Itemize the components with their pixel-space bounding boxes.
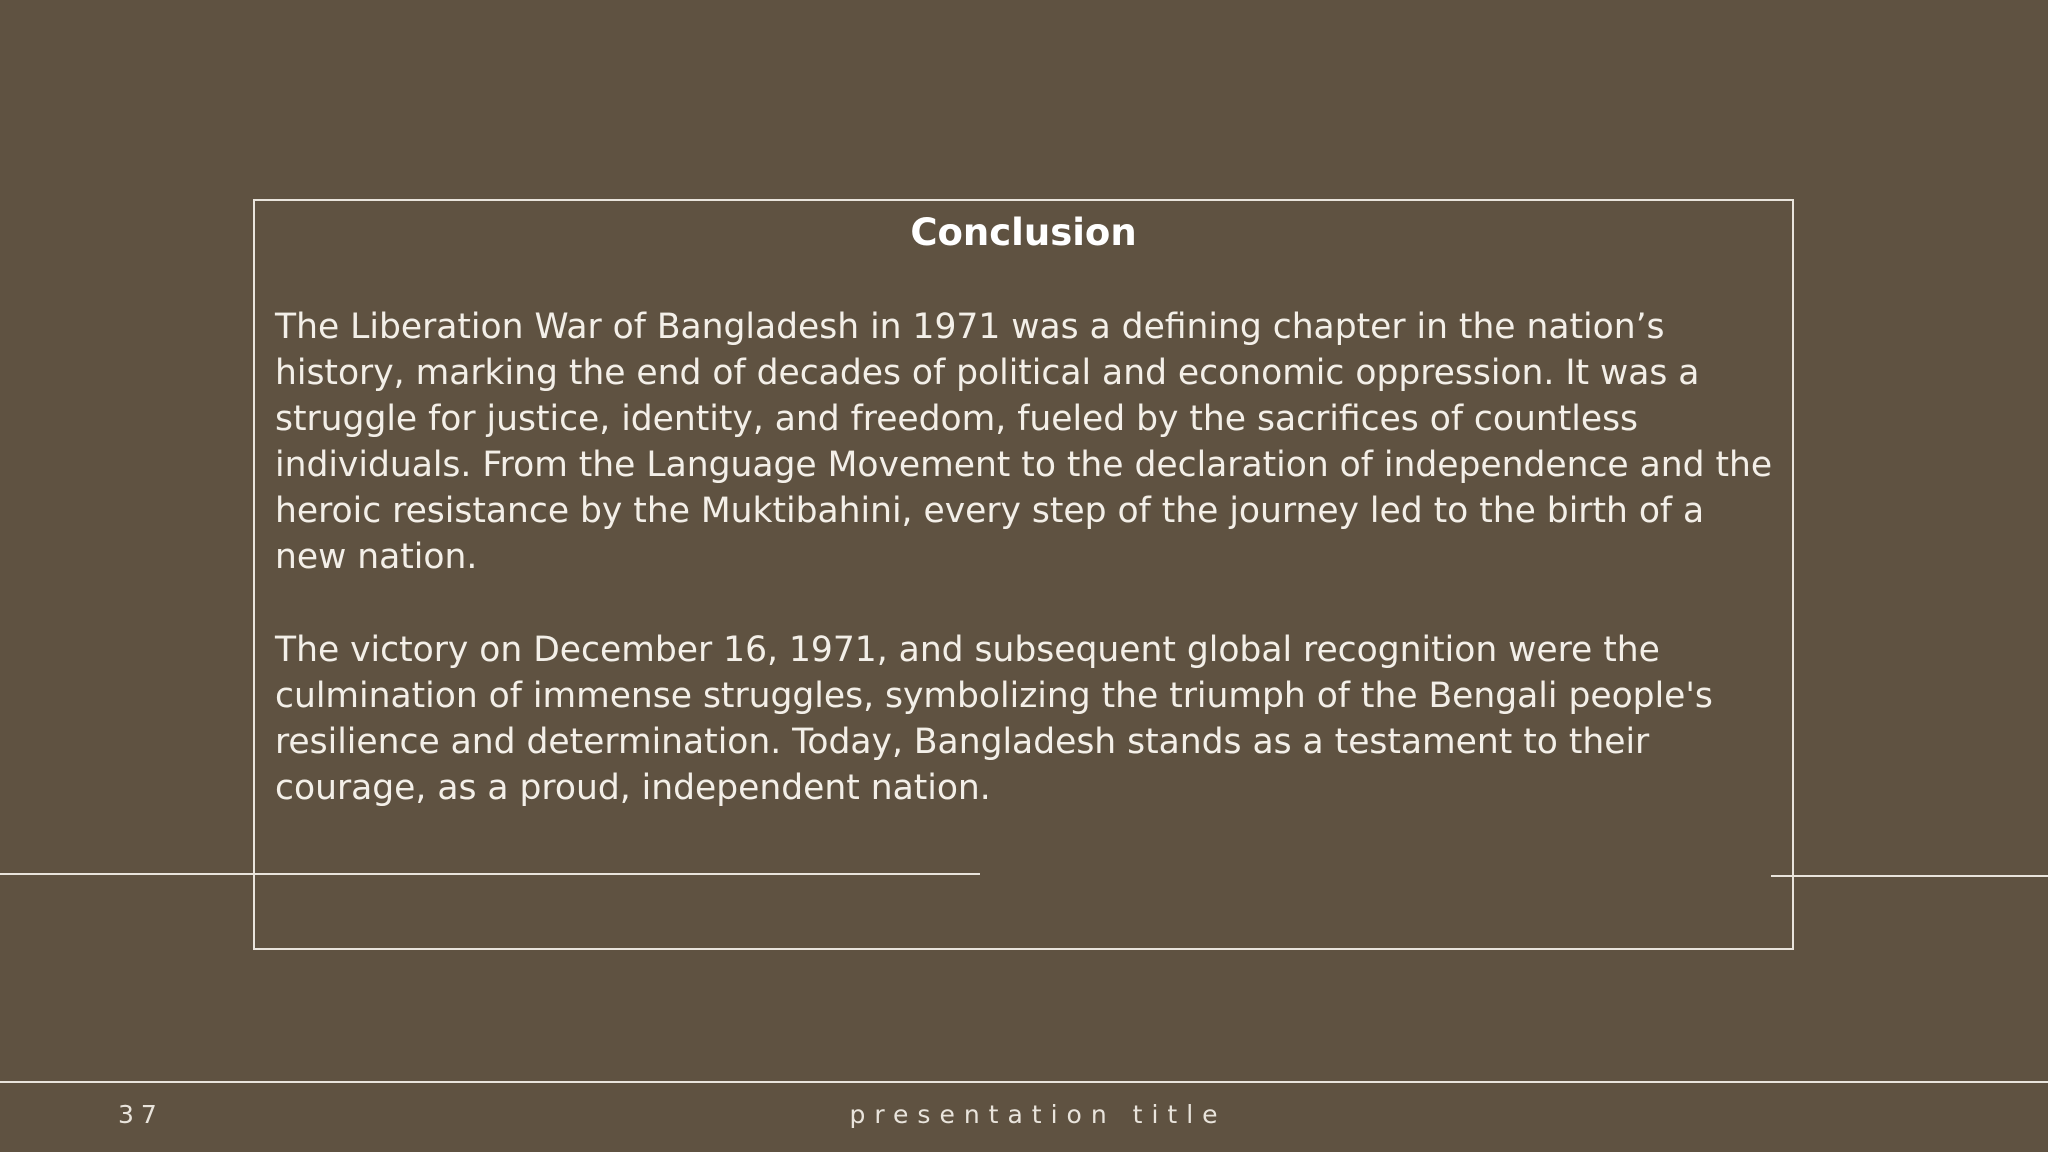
footer-presentation-title: presentation title xyxy=(849,1100,1227,1129)
conclusion-paragraph-1: The Liberation War of Bangladesh in 1971 was a defining chapter in the nation’s history, marking the end of decades of political and economic oppression. It was a struggle for justice, identity, and freedom, fueled by the sacrifices of countless individuals. From the Language Movement to the declaration of independence and the heroic resistance by the Muktibahini, every step of the journey led to the birth of a new nation. xyxy=(275,307,1773,577)
decorative-line-right xyxy=(1771,875,2048,877)
footer-divider xyxy=(0,1081,2048,1083)
page-number: 37 xyxy=(118,1100,164,1129)
slide-title: Conclusion xyxy=(910,211,1137,254)
conclusion-paragraph-2: The victory on December 16, 1971, and subsequent global recognition were the culmination of immense struggles, symbolizing the triumph of the Bengali people's resilience and determination. Today, Bangladesh stands as a testament to their courage, as a proud, independent nation. xyxy=(275,630,1713,808)
